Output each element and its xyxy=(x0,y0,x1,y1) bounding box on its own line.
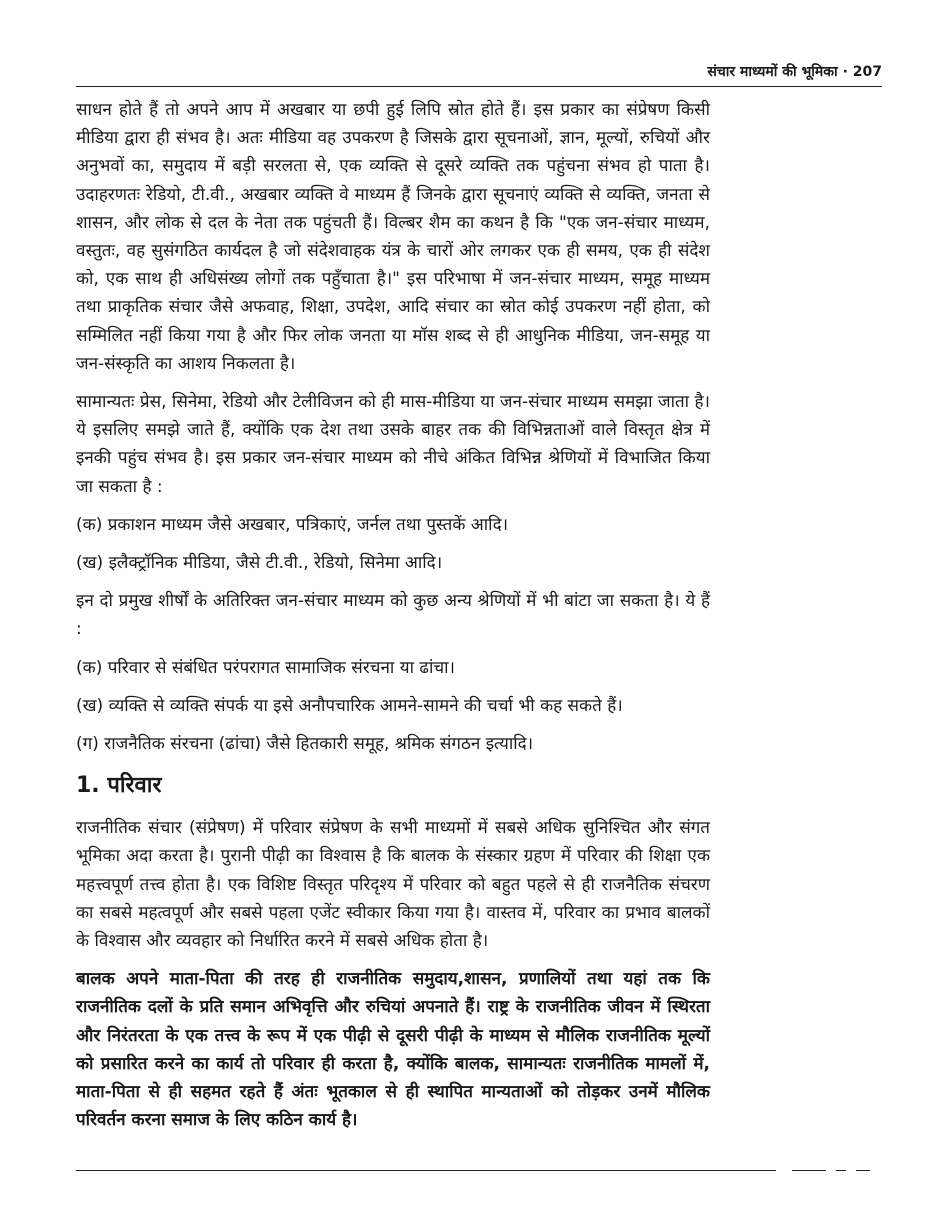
body-text xyxy=(76,96,710,1145)
list-item-print-media: (क) प्रकाशन माध्यम जैसे अखबार, पत्रिकाएं, जर्नल तथा पुस्तकें आदि। xyxy=(76,514,509,535)
footer-rule xyxy=(76,1170,776,1171)
paragraph-other-categories: इन दो प्रमुख शीर्षों के अतिरिक्त जन-संचार माध्यम को कुछ अन्य श्रेणियों में भी बांटा जा सकता है। ये हैं : xyxy=(76,591,710,640)
section-heading-family: 1. परिवार xyxy=(76,773,162,799)
page-header xyxy=(76,62,882,88)
paragraph-media-definition: साधन होते हैं तो अपने आप में अखबार या छपी हुई लिपि स्रोत होते हैं। इस प्रकार का संप्रेषण किसी मीडिया द्वारा ही संभव है। अतः मीडिया वह उपकरण है जिसके द्वारा सूचनाओं, ज्ञान, मूल्यों, रुचियों और अनुभवों का, समुदाय में बड़ी सरलता से, एक व्यक्ति से दूसरे व्यक्ति तक पहुंचना संभव हो पाता है। उदाहरणतः रेडियो, टी.वी., अखबार व्यक्ति वे माध्यम हैं जिनके द्वारा सूचनाएं व्यक्ति से व्यक्ति, जनता से शासन, और लोक से दल के नेता तक पहुंचती हैं। विल्बर शैम का कथन है कि "एक जन-संचार माध्यम, वस्तुतः, वह सुसंगठित कार्यदल है जो संदेशवाहक यंत्र के चारों ओर लगकर एक ही समय, एक ही संदेश को, एक साथ ही अधिसंख्य लोगों तक पहुँचाता है।" इस परिभाषा में जन-संचार माध्यम, समूह माध्यम तथा प्राकृतिक संचार जैसे अफवाह, शिक्षा, उपदेश, आदि संचार का स्रोत कोई उपकरण नहीं होता, को सम्मिलित नहीं किया गया है और फिर लोक जनता या मॉस शब्द से ही आधुनिक मीडिया, जन-समूह या जन-संस्कृति का आशय निकलता है। xyxy=(76,100,710,374)
footer-dash xyxy=(856,1170,870,1171)
list-item-family-structure: (क) परिवार से संबंधित परंपरागत सामाजिक संरचना या ढांचा। xyxy=(76,657,455,678)
running-title: संचार माध्यमों की भूमिका xyxy=(707,64,838,80)
page-number: 207 xyxy=(852,64,882,80)
paragraph-child-values: बालक अपने माता-पिता की तरह ही राजनीतिक समुदाय,शासन, प्रणालियों तथा यहां तक कि राजनीतिक दलों के प्रति समान अभिवृत्ति और रुचियां अपनाते हैं। राष्ट्र के राजनीतिक जीवन में स्थिरता और निरंतरता के एक तत्त्व के रूप में एक पीढ़ी से दूसरी पीढ़ी के माध्यम से मौलिक राजनीतिक मूल्यों को प्रसारित करने का कार्य तो परिवार ही करता है, क्योंकि बालक, सामान्यतः राजनीतिक मामलों में, माता-पिता से ही सहमत रहते हैं अंतः भूतकाल से ही स्थापित मान्यताओं को तोड़कर उनमें मौलिक परिवर्तन करना समाज के लिए कठिन कार्य है। xyxy=(76,969,711,1131)
list-item-electronic-media: (ख) इलैक्ट्रॉनिक मीडिया, जैसे टी.वी., रेडियो, सिनेमा आदि। xyxy=(76,553,443,574)
paragraph-family-role: राजनीतिक संचार (संप्रेषण) में परिवार संप्रेषण के सभी माध्यमों में सबसे अधिक सुनिश्चित और संगत भूमिका अदा करता है। पुरानी पीढ़ी का विश्वास है कि बालक के संस्कार ग्रहण में परिवार की शिक्षा एक महत्त्वपूर्ण तत्त्व होता है। एक विशिष्ट विस्तृत परिदृश्य में परिवार को बहुत पहले से ही राजनैतिक संचरण का सबसे महत्वपूर्ण और सबसे पहला एजेंट स्वीकार किया गया है। वास्तव में, परिवार का प्रभाव बालकों के विश्वास और व्यवहार को निर्धारित करने में सबसे अधिक होता है। xyxy=(76,818,710,952)
footer-dash xyxy=(792,1170,826,1171)
header-rule xyxy=(76,86,882,87)
list-item-person-contact: (ख) व्यक्ति से व्यक्ति संपर्क या इसे अनौपचारिक आमने-सामने की चर्चा भी कह सकते हैं। xyxy=(76,695,623,716)
list-item-political-structure: (ग) राजनैतिक संरचना (ढांचा) जैसे हितकारी समूह, श्रमिक संगठन इत्यादि। xyxy=(76,734,534,755)
footer-dash xyxy=(836,1170,846,1171)
paragraph-mass-media: सामान्यतः प्रेस, सिनेमा, रेडियो और टेलीविजन को ही मास-मीडिया या जन-संचार माध्यम समझा जाता है। ये इसलिए समझे जाते हैं, क्योंकि एक देश तथा उसके बाहर तक की विभिन्नताओं वाले विस्तृत क्षेत्र में इनकी पहुंच संभव है। इस प्रकार जन-संचार माध्यम को नीचे अंकित विभिन्न श्रेणियों में विभाजित किया जा सकता है : xyxy=(76,392,710,497)
header-separator: · xyxy=(842,64,853,80)
